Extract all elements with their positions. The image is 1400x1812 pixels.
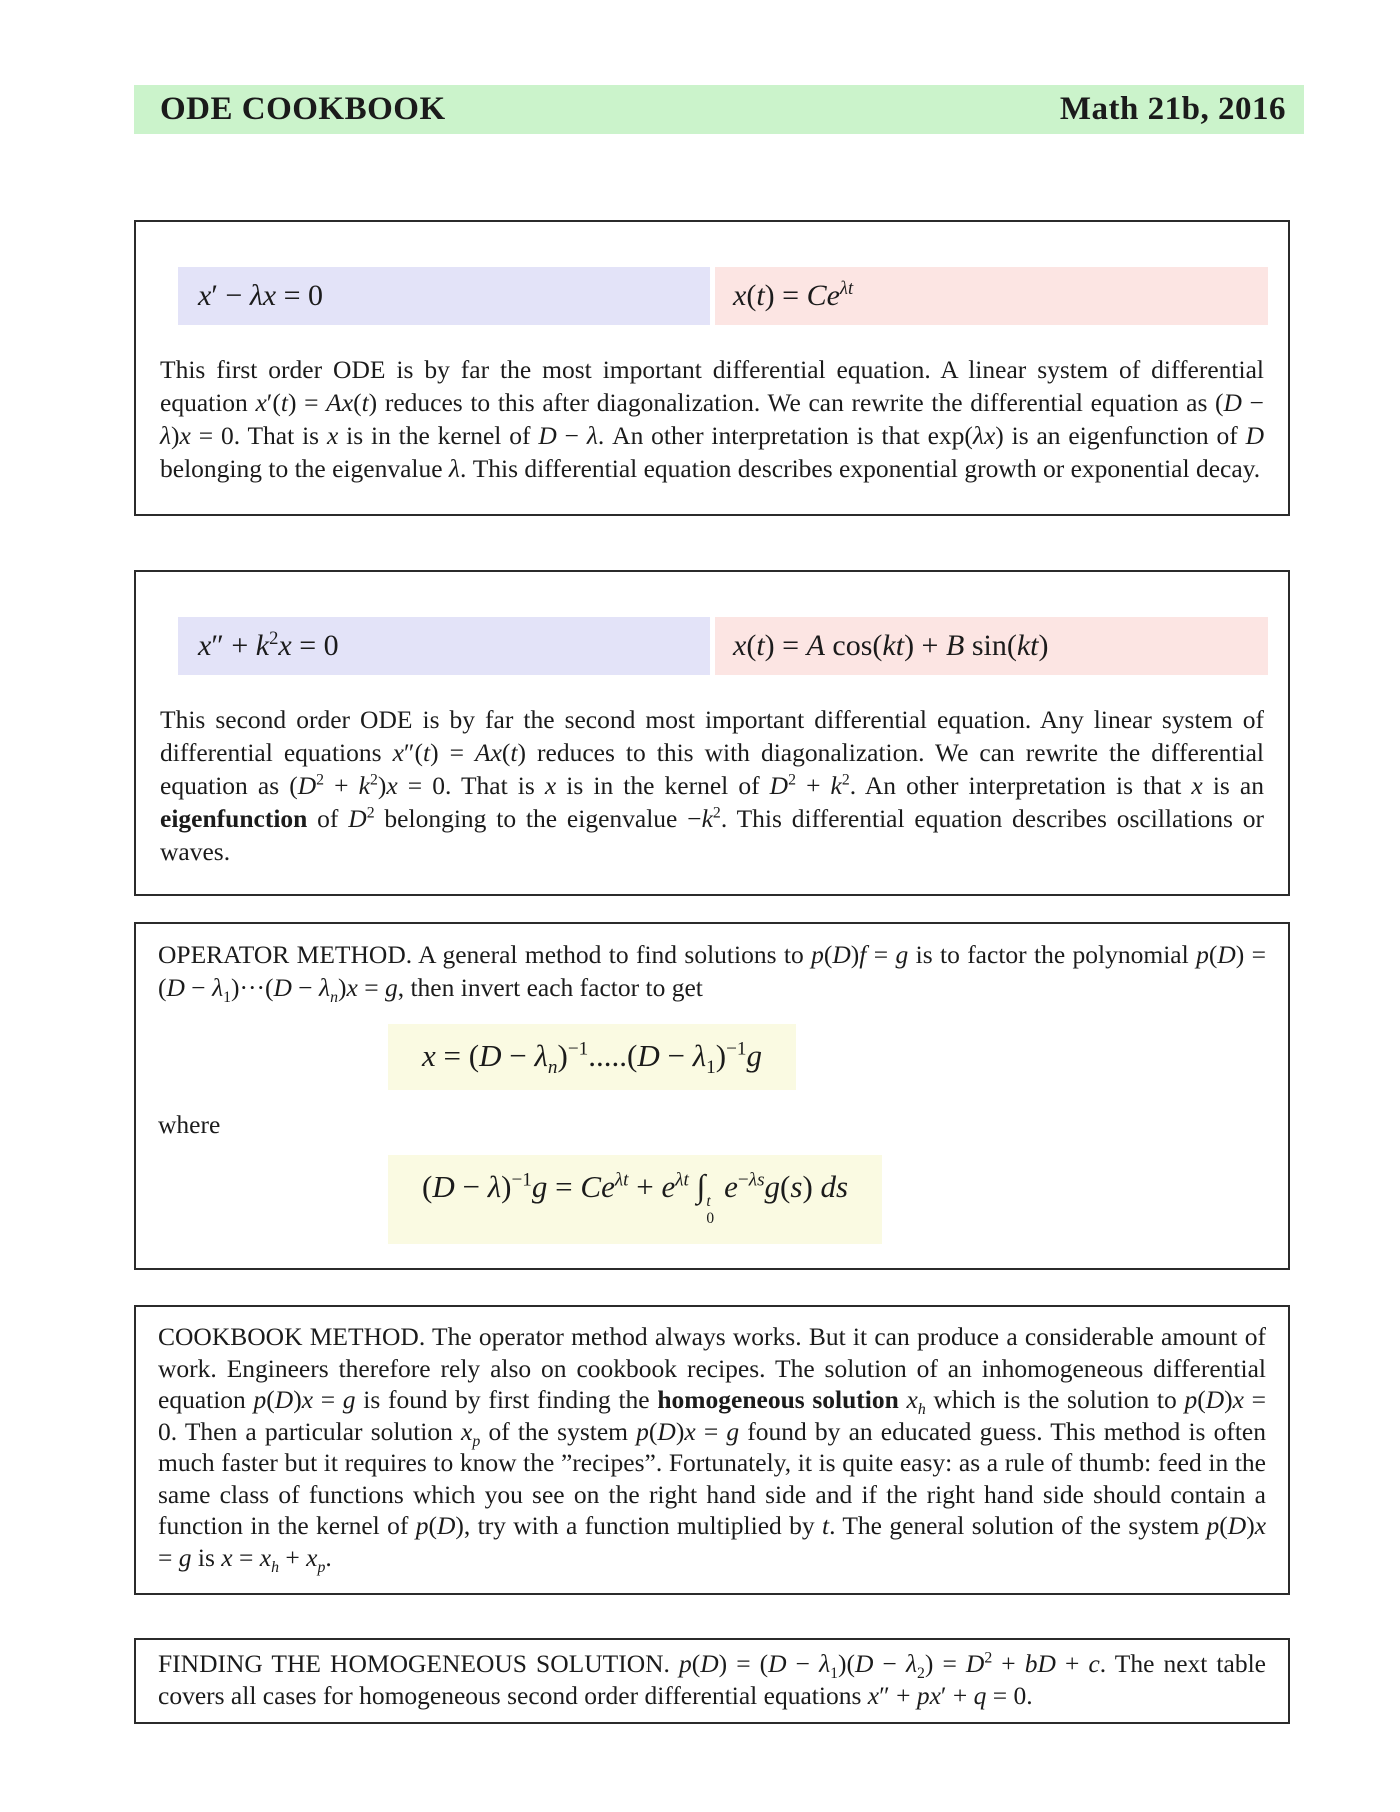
where-label: where bbox=[158, 1110, 221, 1139]
resolvent-formula-highlight: $(D - \lambda)^{-1}g = Ce^{\lambda t} + e^{\lambda t}$ ∫ t 0 $e^{-\lambda s}g(s)$ ds bbox=[388, 1155, 882, 1244]
box-first-order-ode bbox=[134, 220, 1290, 516]
box-second-order-ode bbox=[134, 570, 1290, 896]
header-course: Math 21b, 2016 bbox=[1059, 91, 1286, 127]
equation-row bbox=[178, 267, 1268, 325]
ode-equation-highlight: $x'' + k^2x = 0$ bbox=[178, 617, 710, 675]
box-homogeneous-solution bbox=[134, 1638, 1290, 1724]
box-cookbook-method bbox=[134, 1305, 1290, 1595]
inversion-formula-highlight: $x = (D - \lambda_n)^{-1}.....(D - \lambda_1)^{-1}g$ bbox=[388, 1024, 796, 1090]
page-title: ODE COOKBOOK bbox=[160, 91, 446, 127]
solution-equation-highlight: $x(t) = Ce^{\lambda t}$ bbox=[715, 267, 1268, 325]
cookbook-method-text: COOKBOOK METHOD. The operator method always works. But it can produce a considerable amount of work. Engineers therefore rely also on cookbook recipes. The solution of an inhomogeneous differential equation p(D)x = g is found by first finding the homogeneous solution $x_h$ which is the solution to p(D)x = 0. Then a particular solution $x_p$ of the system p(D)x = g found by an educated guess. This method is often much faster but it requires to know the ”recipes”. Fortunately, it is quite easy: as a rule of thumb: feed in the same class of functions which you see on the right hand side and if the right hand side should contain a function in the kernel of p(D), try with a function multiplied by t. The general solution of the system p(D)x = g is $x = x_h + x_p$. bbox=[158, 1322, 1267, 1576]
ode-equation-highlight: x′ − λx = 0 bbox=[178, 267, 710, 325]
operator-method-intro: OPERATOR METHOD. A general method to find solutions to p(D)f = g is to factor the polynomial $p(D) = (D - \lambda_1)\cdot\cdot\cdot(D - \lambda_n)x = g$, then invert each factor to get bbox=[158, 940, 1266, 1007]
header-bar bbox=[134, 85, 1304, 134]
first-order-ode-text: This first order ODE is by far the most important differential equation. A linear system of differential equation x′(t) = Ax(t) reduces to this after diagonalization. We can rewrite the differential equation as (D − λ)x = 0. That is x is in the kernel of D − λ. An other interpretation is that exp(λx) is an eigenfunction of D belonging to the eigenvalue λ. This differential equation describes exponential growth or exponential decay. bbox=[160, 355, 1264, 483]
equation-row bbox=[178, 617, 1268, 675]
second-order-ode-text: This second order ODE is by far the second most important differential equation. Any linear system of differential equations x″(t) = Ax(t) reduces to this with diagonalization. We can rewrite the differential equation as $(D^2 + k^2)x = 0$. That is x is in the kernel of $D^2 + k^2$. An other interpretation is that x is an eigenfunction of $D^2$ belonging to the eigenvalue $-k^2$. This differential equation describes oscillations or waves. bbox=[160, 705, 1264, 866]
solution-equation-highlight: x(t) = A cos(kt) + B sin(kt) bbox=[715, 617, 1268, 675]
homogeneous-solution-text: FINDING THE HOMOGENEOUS SOLUTION. $p(D) = (D - \lambda_1)(D - \lambda_2) = D^2$ + bD + c. The next table covers all cases for homogeneous second order differential equations x″ + px′ + q = 0. bbox=[158, 1649, 1266, 1710]
box-operator-method bbox=[134, 922, 1290, 1270]
